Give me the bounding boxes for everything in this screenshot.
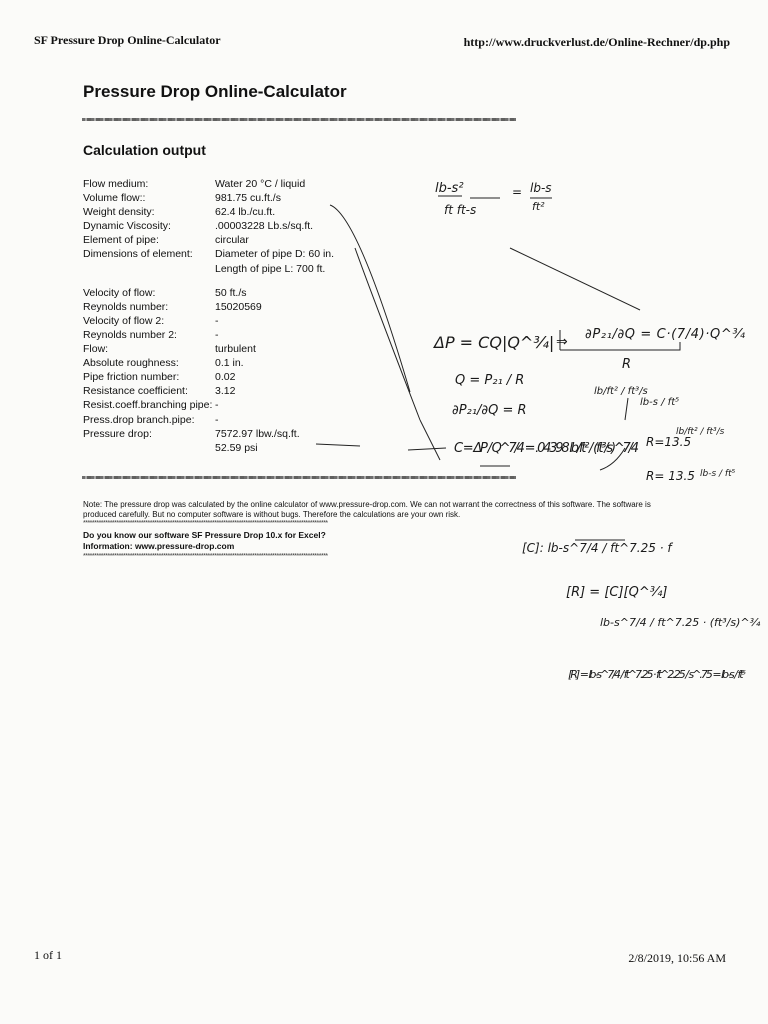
row-value: - [215,399,219,412]
row-value: 0.1 in. [215,357,244,370]
row-value: - [215,328,219,341]
hw-implies-arrow: ⇒ [556,334,568,350]
header-left-title: SF Pressure Drop Online-Calculator [34,33,221,47]
row-value: 981.75 cu.ft./s [215,192,281,205]
row-value: - [215,314,219,327]
hw-c-units: [C]: lb-s^7/4 / ft^7.25 · f [522,541,672,555]
hw-r-units-2: lb-s^7/4 / ft^7.25 · (ft³/s)^¾ [600,616,761,629]
row-value: 52.59 psi [215,441,258,454]
row-label: Weight density: [83,206,155,219]
row-value: circular [215,234,249,247]
row-value: 0.02 [215,371,236,384]
page-title: Pressure Drop Online-Calculator [83,82,347,101]
row-label: Velocity of flow: [83,286,156,299]
hw-derivative: ∂P₂₁/∂Q = C·(7/4)·Q^¾ [585,327,745,342]
row-value: Length of pipe L: 700 ft. [215,262,326,275]
hw-r-value-2: R= 13.5 [646,469,695,483]
print-datetime: 2/8/2019, 10:56 AM [628,951,726,965]
hw-unit-mid: lb/ft² / ft³/s [594,386,648,397]
row-label: Resist.coeff.branching pipe: [83,399,213,412]
row-label: Flow medium: [83,178,149,190]
row-label: Reynolds number 2: [83,328,177,341]
disclaimer-note: Note: The pressure drop was calculated by the online calculator of www.pressure-drop.com. We can not warrant the correctness of this software. The software is produced carefully. But no computer software is without bugs. Therefore the calculations are your own risk. [83,500,651,519]
row-label: Pressure drop: [83,427,152,440]
row-value: Diameter of pipe D: 60 in. [215,248,335,261]
hw-q-definition: Q = P₂₁ / R [455,373,525,388]
row-value: Water 20 °C / liquid [215,178,306,190]
row-label: Pipe friction number: [83,371,180,384]
row-label: Absolute roughness: [83,357,179,370]
hw-unit1-eq: = [512,185,523,199]
promo-link-line: Information: www.pressure-drop.com [83,541,235,551]
hw-unit1-rhs-den: ft² [532,200,545,213]
hw-unit1-lhs-den: ft ft-s [444,203,477,217]
hw-main-equation: ΔP = CQ|Q^¾| [434,333,555,352]
row-value: turbulent [215,343,256,356]
hw-r-value-2-unit: lb-s / ft⁵ [700,469,736,479]
hw-r-label: R [622,357,632,372]
row-value: 7572.97 lbw./sq.ft. [215,427,300,440]
row-label: Resistance coefficient: [83,385,188,398]
header-url: http://www.druckverlust.de/Online-Rechner/dp.php [463,35,730,49]
row-label: Element of pipe: [83,234,159,247]
row-value: - [215,413,219,426]
hw-r-value-1: R=13.5 [646,435,692,449]
row-value: 62.4 lb./cu.ft. [215,206,276,219]
hw-derivative-2: ∂P₂₁/∂Q = R [452,403,527,418]
row-label: Dynamic Viscosity: [83,220,171,233]
row-label: Flow: [83,343,109,356]
row-label: Reynolds number: [83,300,169,313]
row-value: 15020569 [215,300,262,313]
row-value: .00003228 Lb.s/sq.ft. [215,220,314,233]
hw-unit1-lhs: lb-s² [435,181,464,196]
hw-r-units-1: [R] = [C][Q^¾] [566,585,668,600]
section-title: Calculation output [83,142,206,158]
hw-r-value-1-unit: lb/ft² / ft³/s [676,427,725,437]
row-value: 50 ft./s [215,286,247,299]
row-label: Volume flow:: [83,192,146,205]
star-separator: ************************************************************************************************************** [83,520,328,527]
hw-c-expression: C = ΔP / Q^7/4 = .04398 lb/ft² / (ft³/s)^7/4 [454,441,639,456]
row-label: Press.drop branch.pipe: [83,413,195,426]
hw-unit-mid-2: lb-s / ft⁵ [640,397,680,408]
row-label: Dimensions of element: [83,248,193,261]
star-separator: ************************************************************************************************************** [83,553,328,560]
row-value: 3.12 [215,385,236,398]
promo-line: Do you know our software SF Pressure Drop 10.x for Excel? [83,530,326,540]
hw-unit1-rhs-num: lb-s [530,181,552,195]
hw-r-units-3: [R] = lb-s^7/4 / ft^7.25 · ft^2.25 / s^.75 = lb-s / ft⁵ [568,668,746,681]
row-label: Velocity of flow 2: [83,314,165,327]
page-number: 1 of 1 [34,948,62,962]
